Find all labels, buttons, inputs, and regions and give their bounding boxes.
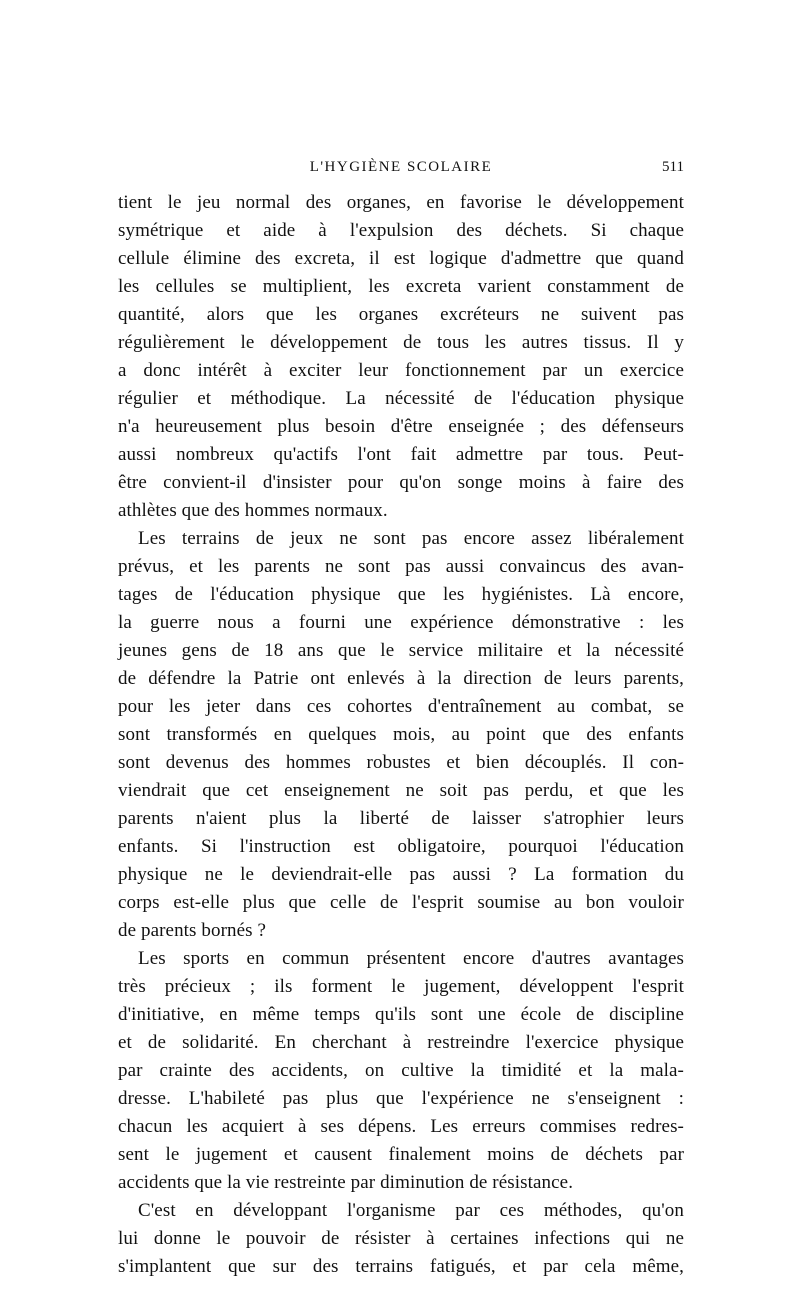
- text-line: très précieux ; ils forment le jugement, développent l'esprit: [118, 976, 684, 997]
- text-line: sent le jugement et causent finalement moins de déchets par: [118, 1144, 684, 1165]
- text-line: les cellules se multiplient, les excreta varient constamment de: [118, 276, 684, 297]
- text-line: et de solidarité. En cherchant à restreindre l'exercice physique: [118, 1032, 684, 1053]
- text-line: la guerre nous a fourni une expérience démonstrative : les: [118, 612, 684, 633]
- text-line: tages de l'éducation physique que les hygiénistes. Là encore,: [118, 584, 684, 605]
- text-line: aussi nombreux qu'actifs l'ont fait admettre par tous. Peut-: [118, 444, 684, 465]
- text-line: dresse. L'habileté pas plus que l'expérience ne s'enseignent :: [118, 1088, 684, 1109]
- text-line: tient le jeu normal des organes, en favorise le développement: [118, 192, 684, 213]
- paragraph-start-line: C'est en développant l'organisme par ces méthodes, qu'on: [138, 1200, 684, 1221]
- text-line: cellule élimine des excreta, il est logique d'admettre que quand: [118, 248, 684, 269]
- text-line: parents n'aient plus la liberté de laisser s'atrophier leurs: [118, 808, 684, 829]
- text-line: être convient-il d'insister pour qu'on songe moins à faire des: [118, 472, 684, 493]
- text-line: d'initiative, en même temps qu'ils sont une école de discipline: [118, 1004, 684, 1025]
- text-line: n'a heureusement plus besoin d'être enseignée ; des défenseurs: [118, 416, 684, 437]
- text-line: prévus, et les parents ne sont pas aussi convaincus des avan-: [118, 556, 684, 577]
- text-line: a donc intérêt à exciter leur fonctionnement par un exercice: [118, 360, 684, 381]
- text-line: de défendre la Patrie ont enlevés à la direction de leurs parents,: [118, 668, 684, 689]
- text-line: chacun les acquiert à ses dépens. Les erreurs commises redres-: [118, 1116, 684, 1137]
- book-page: [118, 155, 684, 1281]
- paragraph-end-line: athlètes que des hommes normaux.: [118, 500, 388, 521]
- text-line: sont transformés en quelques mois, au point que des enfants: [118, 724, 684, 745]
- text-line: régulièrement le développement de tous les autres tissus. Il y: [118, 332, 684, 353]
- running-head: L'HYGIÈNE SCOLAIRE: [309, 159, 493, 175]
- paragraph-end-line: accidents que la vie restreinte par diminution de résistance.: [118, 1172, 574, 1193]
- text-line: corps est-elle plus que celle de l'esprit soumise au bon vouloir: [118, 892, 684, 913]
- text-line: symétrique et aide à l'expulsion des déchets. Si chaque: [118, 220, 684, 241]
- paragraph-end-line: de parents bornés ?: [118, 920, 267, 941]
- text-line: par crainte des accidents, on cultive la timidité et la mala-: [118, 1060, 684, 1081]
- text-line: jeunes gens de 18 ans que le service militaire et la nécessité: [118, 640, 684, 661]
- text-line: régulier et méthodique. La nécessité de l'éducation physique: [118, 388, 684, 409]
- text-line: sont devenus des hommes robustes et bien découplés. Il con-: [118, 752, 684, 773]
- text-line: pour les jeter dans ces cohortes d'entraînement au combat, se: [118, 696, 684, 717]
- text-line: physique ne le deviendrait-elle pas aussi ? La formation du: [118, 864, 684, 885]
- page-header: [118, 155, 684, 185]
- text-line: quantité, alors que les organes excréteurs ne suivent pas: [118, 304, 684, 325]
- paragraph-start-line: Les terrains de jeux ne sont pas encore assez libéralement: [138, 528, 684, 549]
- text-line: viendrait que cet enseignement ne soit pas perdu, et que les: [118, 780, 684, 801]
- body-text: [118, 189, 684, 1281]
- text-line: lui donne le pouvoir de résister à certaines infections qui ne: [118, 1228, 684, 1249]
- text-line: s'implantent que sur des terrains fatigués, et par cela même,: [118, 1256, 684, 1277]
- text-line: enfants. Si l'instruction est obligatoire, pourquoi l'éducation: [118, 836, 684, 857]
- paragraph-start-line: Les sports en commun présentent encore d'autres avantages: [138, 948, 684, 969]
- page-number: 511: [662, 159, 684, 175]
